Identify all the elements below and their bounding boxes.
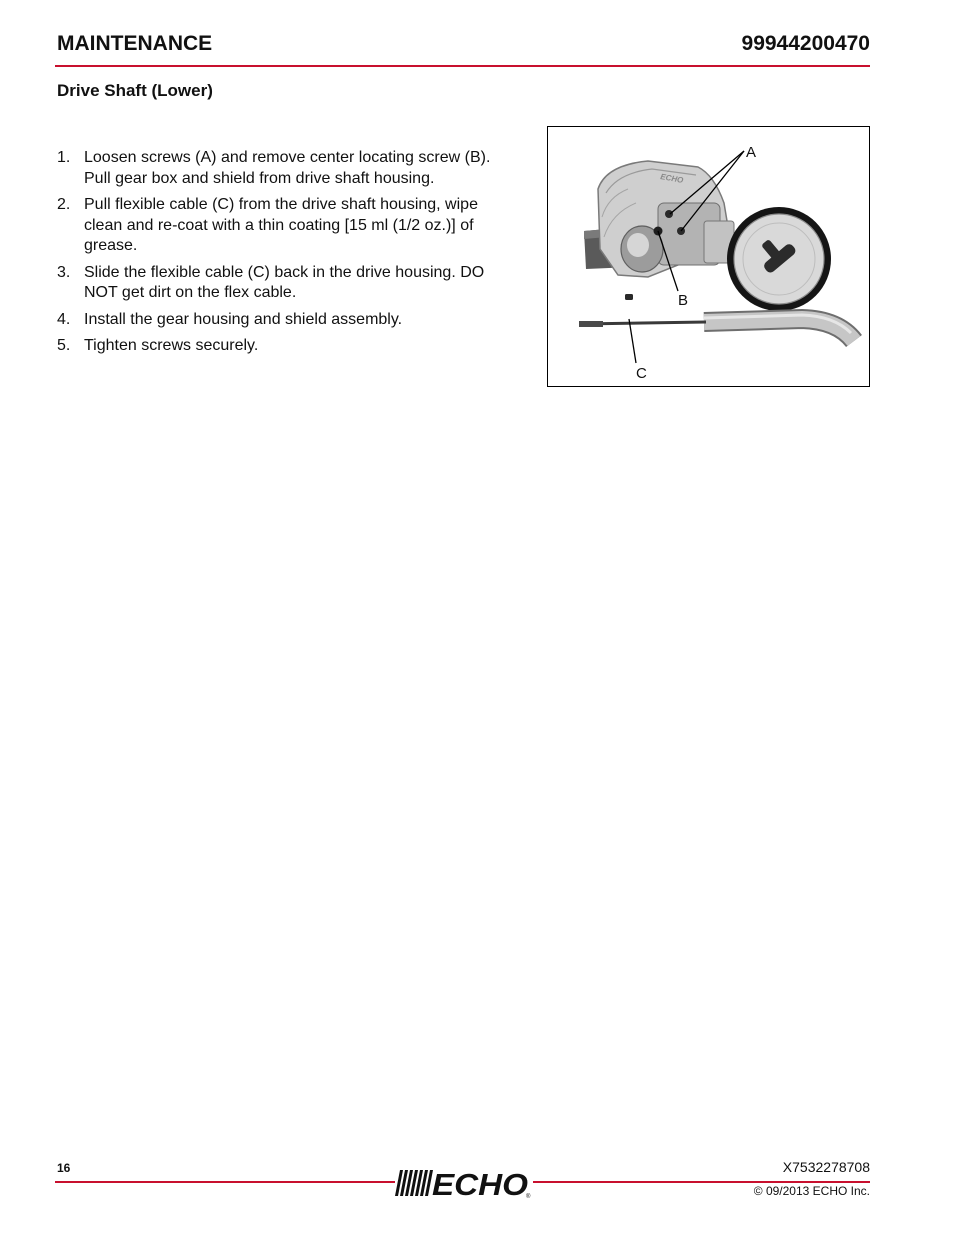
loose-screw	[625, 294, 633, 300]
document-number: X7532278708	[782, 1159, 870, 1175]
registered-mark: ®	[526, 1194, 531, 1199]
step-text	[84, 148, 490, 189]
step-line: Pull gear box and shield from drive shaft housing.	[84, 169, 435, 187]
echo-logo	[395, 1167, 535, 1199]
footer-divider-right	[533, 1181, 870, 1183]
gear-housing-highlight	[627, 233, 649, 257]
copyright-notice: © 09/2013 ECHO Inc.	[753, 1184, 870, 1198]
flexible-cable-tip	[579, 321, 603, 327]
edger-illustration	[548, 127, 869, 386]
screw-a-upper	[665, 210, 673, 218]
page-title: Drive Shaft (Lower)	[57, 81, 213, 100]
guard-brand-text: ECHO	[659, 172, 684, 185]
step-text	[84, 195, 478, 257]
step-number: 5.	[57, 337, 71, 354]
echo-logo-graphic	[395, 1167, 535, 1199]
step-text	[84, 263, 484, 304]
step-line: Tighten screws securely.	[84, 337, 259, 354]
step-number: 2.	[57, 196, 71, 213]
procedure-steps	[57, 148, 532, 363]
section-heading: MAINTENANCE	[57, 32, 213, 55]
leader-line-c	[629, 319, 636, 363]
header-divider	[55, 65, 870, 67]
step-line: NOT get dirt on the flex cable.	[84, 284, 297, 301]
step-number: 4.	[57, 310, 71, 328]
label-c: C	[636, 365, 647, 382]
step-text	[84, 310, 402, 331]
step-item	[57, 263, 532, 304]
drive-shaft-figure	[547, 126, 870, 387]
label-b: B	[678, 292, 689, 309]
step-number: 3.	[57, 263, 71, 281]
page-number: 16	[57, 1161, 71, 1175]
footer-divider-left	[55, 1181, 395, 1183]
page-header	[57, 31, 870, 57]
step-line: grease.	[84, 237, 138, 254]
step-line: Loosen screws (A) and remove center locating screw (B).	[84, 149, 491, 166]
step-line: clean and re-coat with a thin coating [15 ml (1/2 oz.)] of	[84, 216, 474, 234]
step-line: Install the gear housing and shield assembly.	[84, 310, 403, 328]
step-item	[57, 195, 532, 257]
step-text	[84, 336, 258, 357]
part-number: 99944200470	[741, 32, 870, 55]
label-a: A	[746, 144, 757, 161]
step-item	[57, 336, 532, 357]
step-line: Pull flexible cable (C) from the drive shaft housing, wipe	[84, 196, 478, 213]
logo-stripes	[395, 1170, 433, 1196]
step-line: Slide the flexible cable (C) back in the drive housing. DO	[84, 263, 485, 281]
step-item	[57, 148, 532, 189]
logo-wordmark: ECHO	[432, 1167, 528, 1199]
step-item	[57, 310, 532, 331]
step-number: 1.	[57, 149, 71, 166]
